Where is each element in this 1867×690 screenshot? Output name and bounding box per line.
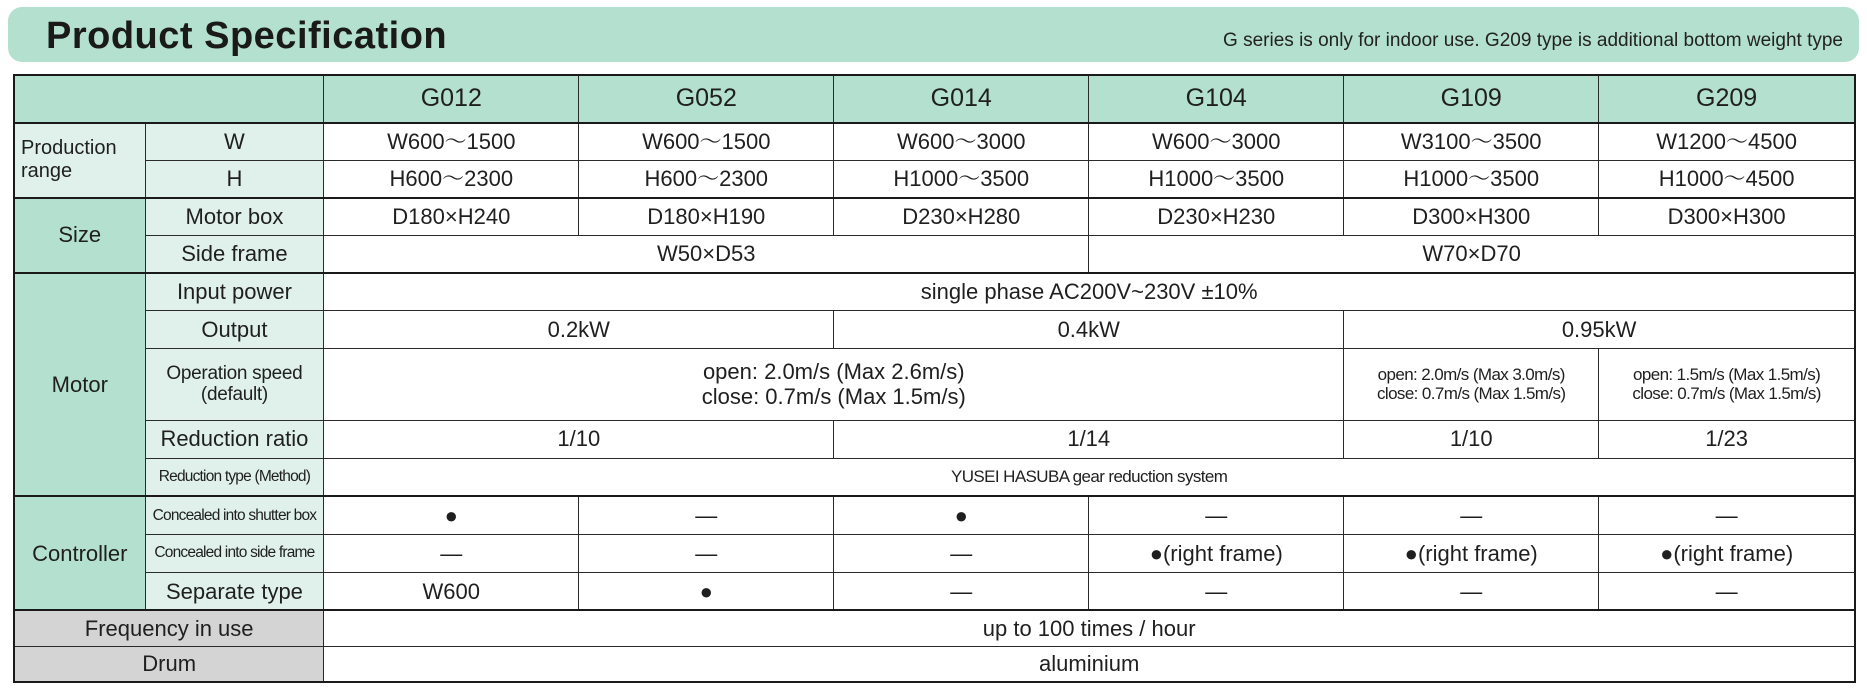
cell: H1000～3500 [1344,161,1599,198]
cell: aluminium [324,646,1855,682]
frequency-row [14,610,1855,646]
cell: 1/14 [834,420,1344,458]
label-line: (default) [200,384,268,406]
reduction-type-row [14,458,1855,496]
production-h-row [14,161,1855,198]
header-banner [8,7,1859,62]
cell: ● [579,572,834,610]
corner-cell [14,75,324,123]
cell: W3100～3500 [1344,123,1599,161]
model-header: G109 [1344,75,1599,123]
cell: W70×D70 [1089,236,1855,273]
cell: — [1089,496,1344,534]
cell: D180×H240 [324,198,579,236]
cell: D230×H280 [834,198,1089,236]
input-power-label: Input power [145,273,324,311]
model-header: G052 [579,75,834,123]
speed-close: close: 0.7m/s (Max 1.5m/s) [701,384,966,410]
reduction-type-label: Reduction type (Method) [145,458,324,496]
size-label: Size [14,198,145,273]
cell: 0.2kW [324,311,834,349]
cell: D230×H230 [1089,198,1344,236]
cell: single phase AC200V~230V ±10% [324,273,1855,311]
model-header: G104 [1089,75,1344,123]
reduction-ratio-row [14,420,1855,458]
speed-close: close: 0.7m/s (Max 1.5m/s) [1632,384,1821,404]
cell [1599,349,1855,420]
cell: — [579,534,834,572]
cell: — [1599,572,1855,610]
cell: 1/23 [1599,420,1855,458]
cell: W600～3000 [1089,123,1344,161]
frequency-label: Frequency in use [14,610,324,646]
w-label: W [145,123,324,161]
page-title: Product Specification [46,15,448,57]
drum-row [14,646,1855,682]
model-header: G012 [324,75,579,123]
cell: H1000～4500 [1599,161,1855,198]
separate-type-row [14,572,1855,610]
production-range-label: Production range [14,123,145,198]
cell: — [1344,496,1599,534]
controller-side-frame-row [14,534,1855,572]
cell: H1000～3500 [834,161,1089,198]
motor-label: Motor [14,273,145,497]
cell: — [324,534,579,572]
cell: W1200～4500 [1599,123,1855,161]
cell: 1/10 [1344,420,1599,458]
output-label: Output [145,311,324,349]
motor-box-label: Motor box [145,198,324,236]
cell: ● [834,496,1089,534]
cell: ●(right frame) [1344,534,1599,572]
side-frame-controller-label: Concealed into side frame [145,534,324,572]
cell: — [1089,572,1344,610]
h-label: H [145,161,324,198]
speed-open: open: 2.0m/s (Max 3.0m/s) [1377,364,1565,384]
shutter-box-label: Concealed into shutter box [145,496,324,534]
cell: ● [324,496,579,534]
speed-close: close: 0.7m/s (Max 1.5m/s) [1377,384,1566,404]
cell: 0.95kW [1344,311,1855,349]
operation-speed-row [14,349,1855,420]
cell: W600～1500 [324,123,579,161]
model-header-row [14,75,1855,123]
model-header: G014 [834,75,1089,123]
motor-box-row [14,198,1855,236]
separate-type-label: Separate type [145,572,324,610]
model-header: G209 [1599,75,1855,123]
side-frame-label: Side frame [145,236,324,273]
cell: 0.4kW [834,311,1344,349]
cell: ●(right frame) [1089,534,1344,572]
cell: — [1599,496,1855,534]
speed-open: open: 2.0m/s (Max 2.6m/s) [702,359,965,385]
cell: ●(right frame) [1599,534,1855,572]
cell: — [579,496,834,534]
cell: W600～1500 [579,123,834,161]
cell [1344,349,1599,420]
input-power-row [14,273,1855,311]
cell: W50×D53 [324,236,1089,273]
operation-speed-label [145,349,324,420]
cell: H600～2300 [579,161,834,198]
output-row [14,311,1855,349]
cell: H1000～3500 [1089,161,1344,198]
cell: — [834,534,1089,572]
usage-note: G series is only for indoor use. G209 type is additional bottom weight type [1223,30,1843,51]
spec-table [13,74,1856,683]
shutter-box-row [14,496,1855,534]
reduction-ratio-label: Reduction ratio [145,420,324,458]
drum-label: Drum [14,646,324,682]
production-w-row [14,123,1855,161]
side-frame-row [14,236,1855,273]
cell [324,349,1344,420]
controller-label: Controller [14,496,145,610]
speed-open: open: 1.5m/s (Max 1.5m/s) [1633,364,1821,384]
cell: H600～2300 [324,161,579,198]
cell: D300×H300 [1599,198,1855,236]
cell: W600～3000 [834,123,1089,161]
label-line: Operation speed [166,362,303,384]
cell: — [1344,572,1599,610]
cell: D180×H190 [579,198,834,236]
cell: YUSEI HASUBA gear reduction system [324,458,1855,496]
cell: up to 100 times / hour [324,610,1855,646]
cell: 1/10 [324,420,834,458]
cell: — [834,572,1089,610]
cell: W600 [324,572,579,610]
cell: D300×H300 [1344,198,1599,236]
